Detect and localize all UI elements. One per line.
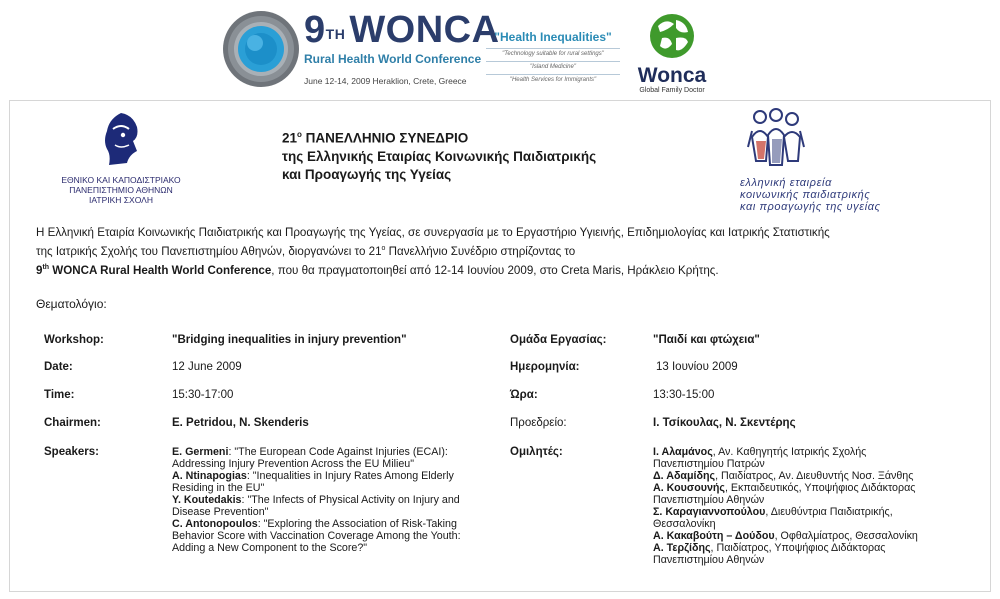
society-logo [740,107,940,213]
wonca-title: 9TH WONCA [304,9,500,51]
speakers-label: Speakers: [44,446,99,458]
speaker-entry: E. Germeni: "The European Code Against Injuries (ECAI): Addressing Injury Prevention Across the EU Milieu" [172,446,448,470]
chairs-label: Προεδρείο: [510,417,567,429]
wonca-tagline: Global Family Doctor [639,87,705,94]
society-name-line: κοινωνικής παιδιατρικής [740,189,871,201]
conference-heading [282,126,596,184]
topics-label: Θεματολόγιο: [36,297,107,311]
wonca-wordmark: Wonca [637,64,707,87]
wonca-subtitle: Rural Health World Conference [304,52,482,66]
green-globe-icon [648,12,696,60]
chairmen-label: Chairmen: [44,417,101,429]
chairs-value: Ι. Τσίκουλας, Ν. Σκεντέρης [653,417,796,429]
greek-time-label: Ώρα: [510,389,538,401]
speaker-entry: Α. Τερζίδης, Παιδίατρος, Υποψήφιος Διδάκτορας Πανεπιστημίου Αθηνών [653,542,886,566]
university-name-line: ΕΘΝΙΚΟ ΚΑΙ ΚΑΠΟΔΙΣΤΡΙΑΚΟ [61,175,181,185]
heading-line-1: $21^o$ ΠΑΝΕΛΛΗΝΙΟ ΣΥΝΕΔΡΙΟ [282,130,469,146]
intro-line-3: 9th WONCA Rural Health World Conference, που θα πραγματοποιηθεί από 12-14 Ιουνίου 2009, στο Creta Maris, Ηράκλειο Κρήτης. [36,263,719,277]
university-school-line: ΙΑΤΡΙΚΗ ΣΧΟΛΗ [89,195,153,205]
workshop-label: Workshop: [44,334,104,346]
conference-orb-logo [222,10,300,88]
greek-speakers-list [653,446,973,566]
announcement-document [9,100,991,592]
hi-subtopic: "Health Services for Immigrants" [486,74,620,83]
speaker-entry: Α. Κουσουνής, Εκπαιδευτικός, Υποψήφιος Διδάκτορας Πανεπιστημίου Αθηνών [653,482,916,506]
heading-line-3: και Προαγωγής της Υγείας [282,166,452,182]
chairmen-value: E. Petridou, N. Skenderis [172,417,309,429]
time-value: 15:30-17:00 [172,389,234,401]
wonca-dates: June 12-14, 2009 Heraklion, Crete, Greece [304,76,467,86]
intro-line-2: της Ιατρικής Σχολής του Πανεπιστημίου Αθηνών, διοργανώνει το $21^o$ Πανελλήνιο Συνέδριο στηρίζοντας το [36,244,576,258]
intro-line-1: Η Ελληνική Εταιρία Κοινωνικής Παιδιατρικής και Προαγωγής της Υγείας, σε συνεργασία με το Εργαστήριο Υγιεινής, Επιδημιολογίας και Ιατρικής Στατιστικής [36,226,830,239]
date-value: 12 June 2009 [172,361,242,373]
greek-speakers-label: Ομιλητές: [510,446,563,458]
date-label: Date: [44,361,73,373]
work-group-label: Ομάδα Εργασίας: [510,334,607,346]
speaker-entry: Σ. Καραγιαννοπούλου, Διευθύντρια Παιδιατρικής, Θεσσαλονίκη [653,506,893,530]
greek-time-value: 13:30-15:00 [653,389,715,401]
university-logo [46,111,196,205]
speaker-entry: Δ. Αδαμίδης, Παιδίατρος, Αν. Διευθυντής Νοσ. Ξάνθης [653,470,914,482]
conference-banner [0,0,1000,100]
health-inequalities-box [486,30,620,83]
wonca-global-logo [626,12,718,94]
work-group-value: "Παιδί και φτώχεια" [653,334,760,346]
intro-paragraph [36,225,976,279]
society-name-line: ελληνική εταιρεία [740,177,832,189]
speaker-entry: Y. Koutedakis: "The Infects of Physical Activity on Injury and Disease Prevention" [172,494,460,518]
health-inequalities-title: "Health Inequalities" [494,30,612,44]
hi-subtopic: "Island Medicine" [486,61,620,70]
speaker-entry: C. Antonopoulos: "Exploring the Association of Risk-Taking Behavior Score with Vaccination Coverage Among the Youth: Adding a New Component to the Score?" [172,518,461,554]
children-group-icon [746,107,806,169]
hi-subtopic: "Technology suitable for rural settings" [486,48,620,57]
university-name-line: ΠΑΝΕΠΙΣΤΗΜΙΟ ΑΘΗΝΩΝ [69,185,173,195]
society-name-line: και προαγωγής της υγείας [740,201,881,213]
time-label: Time: [44,389,75,401]
speakers-list [172,446,512,554]
athena-head-icon [99,111,143,167]
speaker-entry: Ι. Αλαμάνος, Αν. Καθηγητής Ιατρικής Σχολής Πανεπιστημίου Πατρών [653,446,867,470]
greek-date-value: 13 Ιουνίου 2009 [656,361,738,373]
greek-date-label: Ημερομηνία: [510,361,580,373]
wonca-conference-logo [304,9,500,86]
speaker-entry: A. Ntinapogias: "Inequalities in Injury Rates Among Elderly Residing in the EU" [172,470,454,494]
speaker-entry: Α. Κακαβούτη – Δούδου, Οφθαλμίατρος, Θεσσαλονίκη [653,530,918,542]
heading-line-2: της Ελληνικής Εταιρίας Κοινωνικής Παιδιατρικής [282,148,597,164]
workshop-value: "Bridging inequalities in injury prevention" [172,334,407,346]
